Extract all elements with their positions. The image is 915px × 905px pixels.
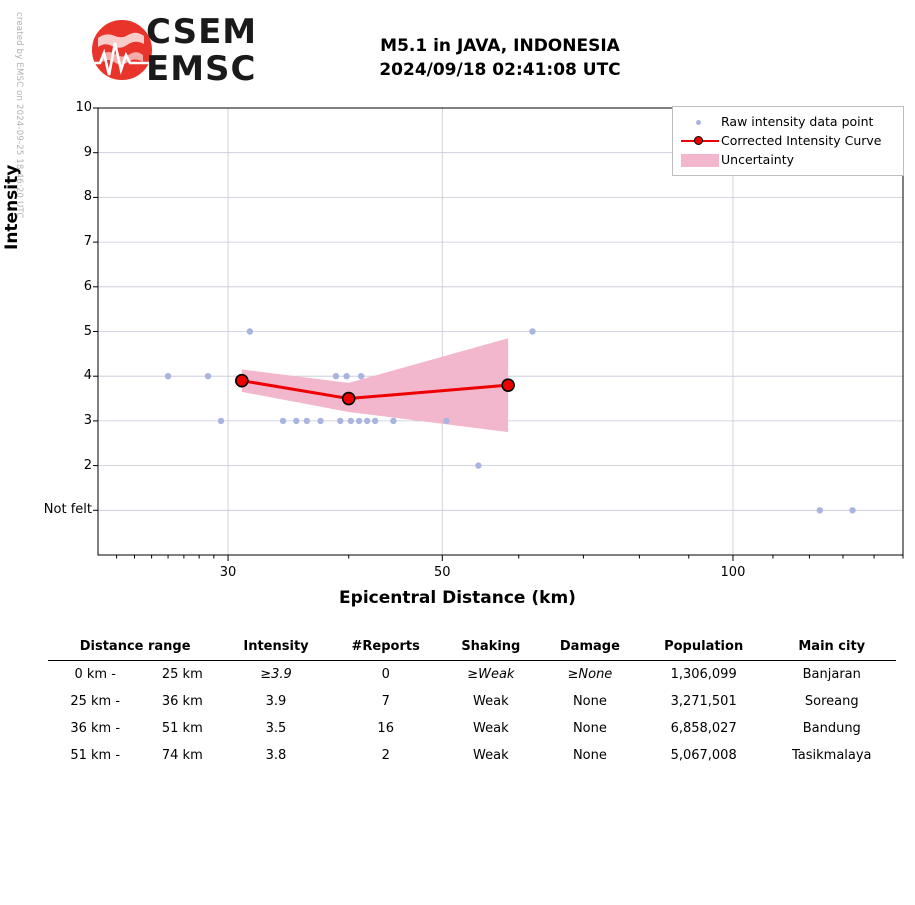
credit-text: created by EMSC on 2024-09-25 18:46:20 UTC [14,12,24,219]
th-main-city: Main city [798,639,866,654]
y-tick-3: 4 [83,368,92,384]
cell-range-low-2: 36 km - [70,721,121,736]
cell-shaking-3: Weak [473,748,509,763]
logo-line-emsc: EMSC [146,49,257,89]
cell-damage-1: None [572,694,607,709]
summary-table-wrapper [48,636,896,769]
cell-shaking-1: Weak [473,694,509,709]
cell-range-low-3: 51 km - [70,748,121,763]
cell-intensity-0: ≥3.9 [260,667,292,682]
title-magnitude-region: M5.1 in JAVA, INDONESIA [380,36,620,56]
x-tick-0: 30 [219,565,237,580]
chart-legend [672,106,904,176]
legend-item-raw [679,112,897,131]
cell-main-city-1: Soreang [804,694,859,709]
cell-reports-0: 0 [381,667,390,682]
y-tick-6: 7 [83,234,92,250]
cell-shaking-0: ≥Weak [467,667,515,682]
th-distance-range: Distance range [79,639,191,654]
th-intensity: Intensity [243,639,309,654]
cell-reports-1: 7 [381,694,390,709]
y-tick-2: 3 [83,412,92,428]
cell-main-city-0: Banjaran [802,667,861,682]
y-tick-1: 2 [83,457,92,473]
legend-label-curve: Corrected Intensity Curve [721,133,882,148]
table-header-row [48,636,896,661]
th-reports: #Reports [351,639,420,654]
cell-intensity-1: 3.9 [265,694,287,709]
cell-range-low-1: 25 km - [70,694,121,709]
y-axis-label: Intensity [2,164,22,250]
cell-reports-2: 16 [377,721,394,736]
cell-reports-3: 2 [381,748,390,763]
y-tick-4: 5 [83,323,92,339]
legend-key-line [679,133,721,149]
cell-population-2: 6,858,027 [670,721,737,736]
th-damage: Damage [559,639,620,654]
y-tick-5: 6 [83,278,92,294]
x-tick-1: 50 [434,565,451,580]
cell-range-high-3: 74 km [161,748,203,763]
cell-shaking-2: Weak [473,721,509,736]
cell-main-city-3: Tasikmalaya [791,748,872,763]
legend-item-curve [679,131,897,150]
legend-label-uncertainty: Uncertainty [721,152,795,167]
y-tick-8: 9 [83,144,92,160]
cell-damage-2: None [572,721,607,736]
x-axis-label: Epicentral Distance (km) [339,588,576,608]
title-datetime: 2024/09/18 02:41:08 UTC [379,60,621,80]
table-row [48,742,896,769]
cell-range-high-2: 51 km [161,721,203,736]
table-row [48,688,896,715]
cell-intensity-3: 3.8 [265,748,287,763]
cell-range-high-0: 25 km [161,667,203,682]
logo-line-csem: CSEM [146,12,258,52]
summary-table [48,636,896,769]
legend-key-dot [679,114,721,130]
legend-item-uncertainty [679,150,897,169]
y-tick-7: 8 [83,189,92,205]
cell-population-3: 5,067,008 [670,748,737,763]
legend-label-raw: Raw intensity data point [721,114,874,129]
cell-range-high-1: 36 km [161,694,203,709]
y-tick-0: Not felt [43,502,92,518]
th-population: Population [664,639,744,654]
cell-population-0: 1,306,099 [670,667,737,682]
table-row [48,715,896,742]
cell-main-city-2: Bandung [802,721,861,736]
cell-population-1: 3,271,501 [670,694,737,709]
th-shaking: Shaking [461,639,521,654]
legend-key-band [679,152,721,168]
table-row [48,661,896,689]
y-tick-9: 10 [75,100,92,115]
cell-damage-3: None [572,748,607,763]
cell-damage-0: ≥None [567,667,613,682]
x-tick-2: 100 [720,565,746,580]
cell-range-low-0: 0 km - [74,667,116,682]
cell-intensity-2: 3.5 [265,721,287,736]
